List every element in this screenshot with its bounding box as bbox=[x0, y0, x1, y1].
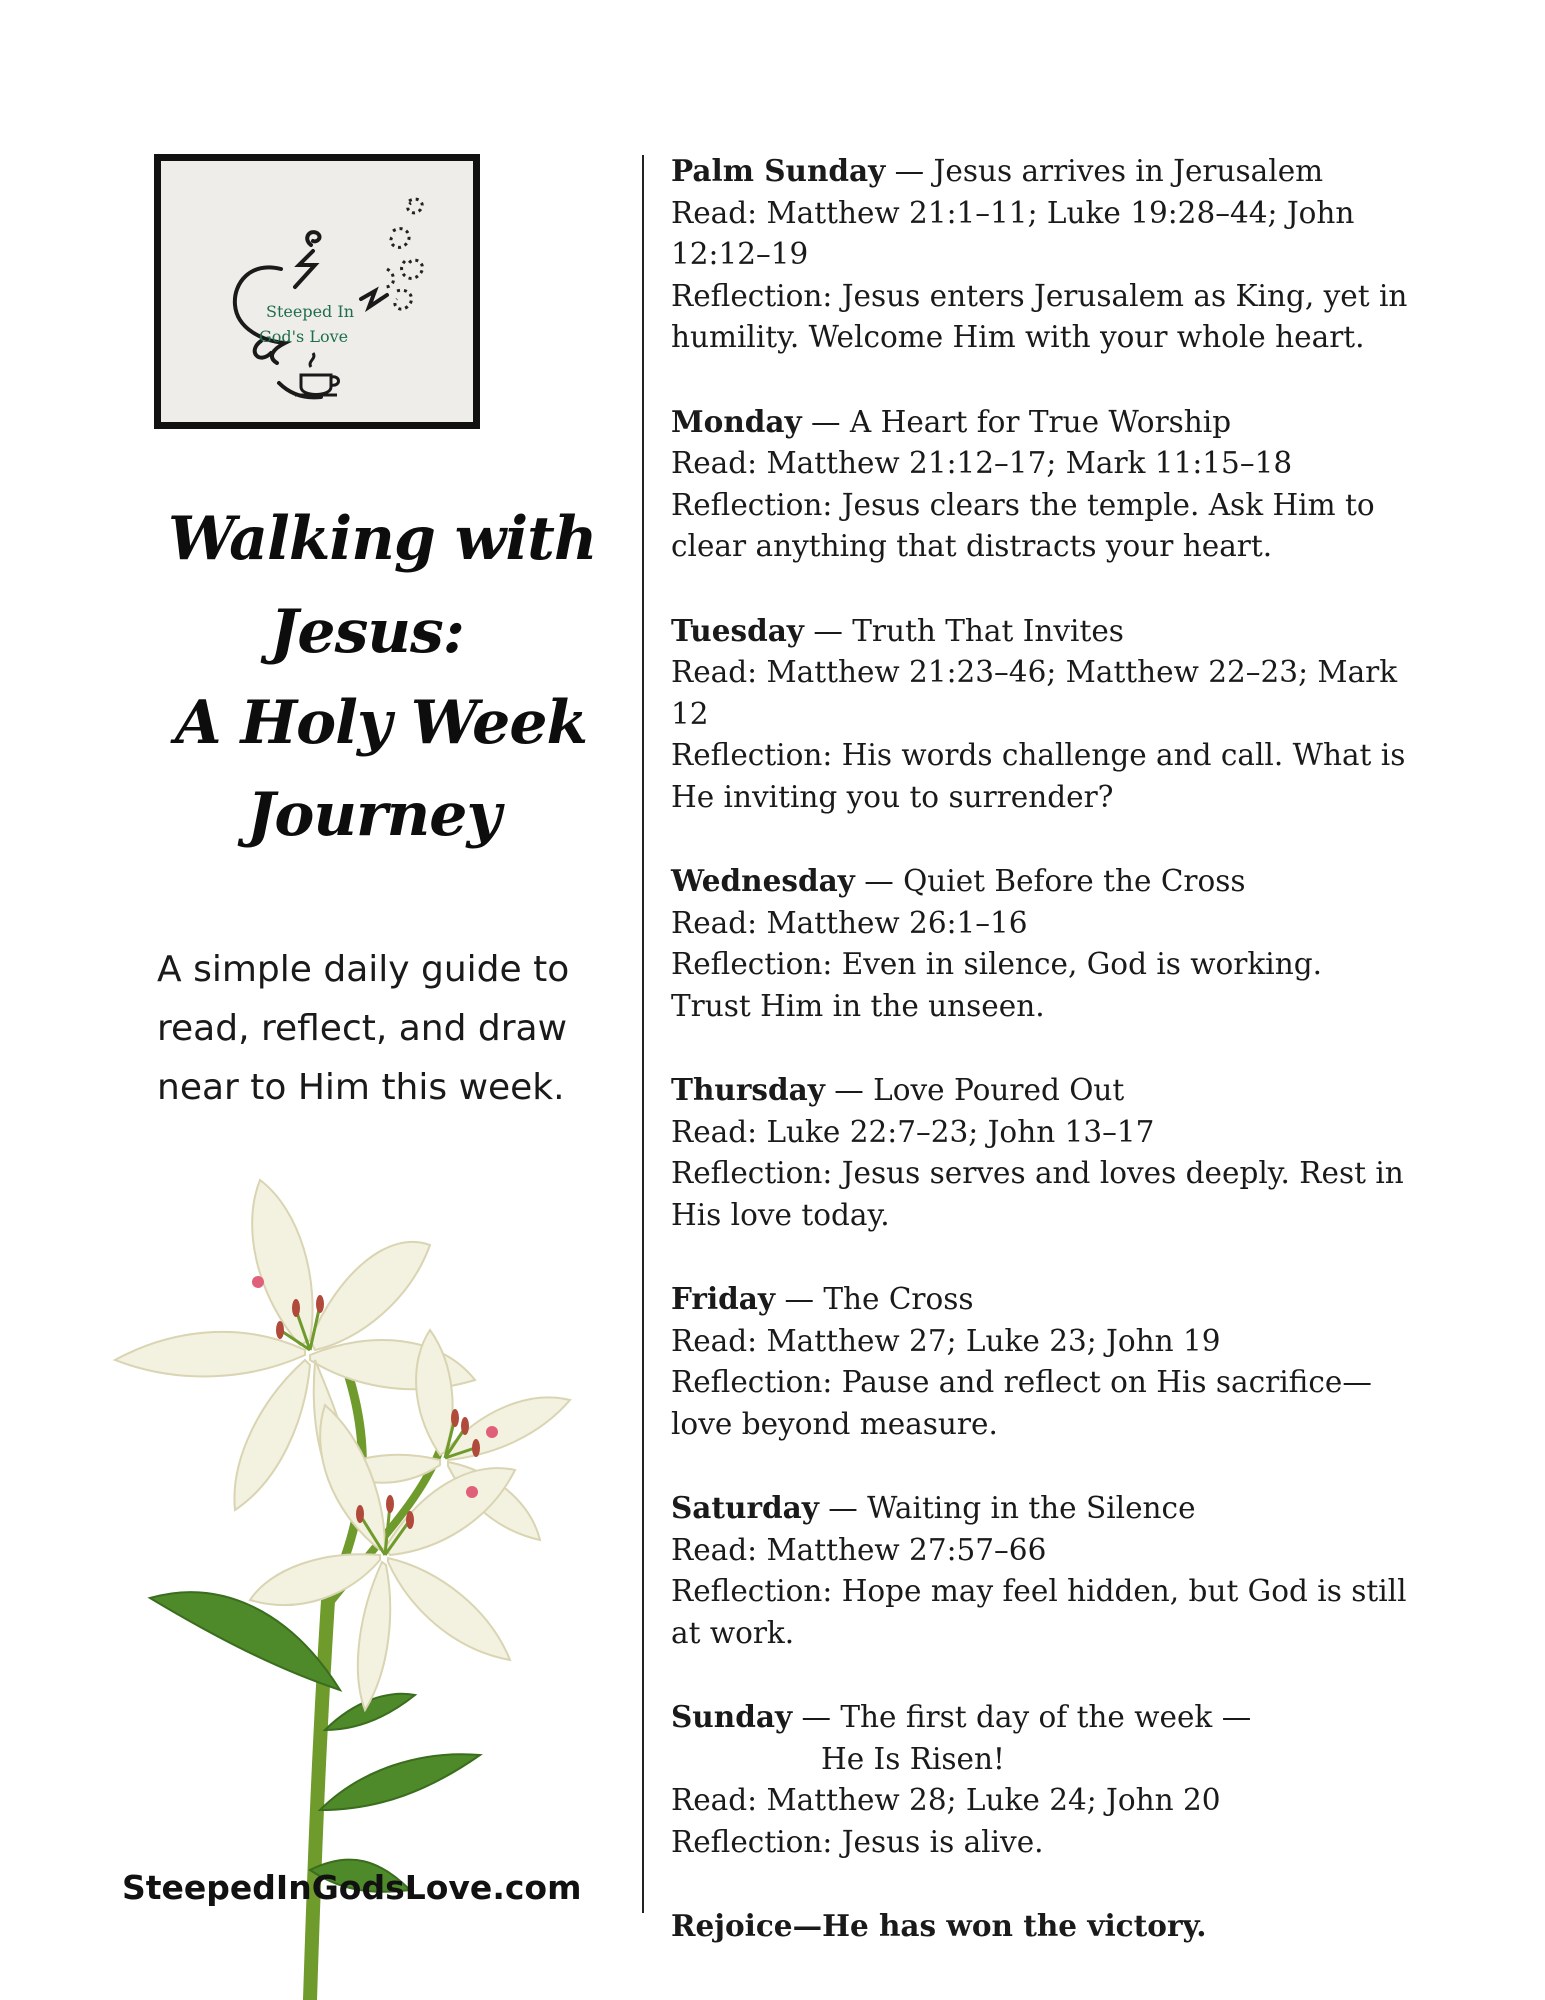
closing-line: Rejoice—He has won the victory. bbox=[671, 1907, 1207, 1943]
logo-text-line1: Steeped In bbox=[266, 302, 354, 321]
day-tuesday bbox=[671, 610, 1411, 819]
day-name: Palm Sunday bbox=[671, 153, 886, 188]
logo bbox=[154, 154, 480, 429]
day-theme: — Quiet Before the Cross bbox=[854, 864, 1246, 899]
day-reading: Read: Matthew 26:1–16 bbox=[671, 905, 1028, 940]
teapot-icon bbox=[161, 161, 473, 422]
day-reading: Read: Matthew 21:1–11; Luke 19:28–44; John 12:12–19 bbox=[671, 195, 1355, 272]
day-theme: — Jesus arrives in Jerusalem bbox=[885, 154, 1324, 188]
day-theme: — The Cross bbox=[775, 1282, 974, 1317]
day-reflection: Reflection: Jesus enters Jerusalem as King, yet in humility. Welcome Him with your whole heart. bbox=[671, 278, 1408, 355]
day-name: Friday bbox=[671, 1281, 776, 1317]
day-theme: — Love Poured Out bbox=[824, 1073, 1125, 1108]
title-line1: Walking with bbox=[168, 504, 597, 574]
logo-text-line2: God's Love bbox=[259, 327, 349, 346]
day-reflection: Reflection: Pause and reflect on His sacrifice—love beyond measure. bbox=[671, 1365, 1372, 1441]
day-reading: Read: Luke 22:7–23; John 13–17 bbox=[671, 1114, 1155, 1149]
day-theme: — The first day of the week — bbox=[792, 1699, 1252, 1734]
title-line2: Jesus: bbox=[270, 597, 464, 667]
day-name: Thursday bbox=[671, 1072, 825, 1108]
day-reflection: Reflection: His words challenge and call. What is He inviting you to surrender? bbox=[671, 738, 1406, 814]
day-sunday bbox=[671, 1696, 1411, 1863]
day-reading: Read: Matthew 27:57–66 bbox=[671, 1532, 1047, 1567]
day-thursday bbox=[671, 1069, 1411, 1236]
column-divider bbox=[642, 155, 644, 1913]
day-monday bbox=[671, 401, 1411, 568]
day-friday bbox=[671, 1278, 1411, 1445]
subtitle: A simple daily guide to read, reflect, and draw near to Him this week. bbox=[157, 949, 570, 1108]
day-wednesday bbox=[671, 860, 1411, 1027]
day-reflection: Reflection: Even in silence, God is working. Trust Him in the unseen. bbox=[671, 947, 1322, 1023]
day-reflection: Reflection: Jesus is alive. bbox=[671, 1824, 1044, 1859]
day-reflection: Reflection: Hope may feel hidden, but God is still at work. bbox=[671, 1574, 1407, 1650]
day-reading: Read: Matthew 27; Luke 23; John 19 bbox=[671, 1323, 1221, 1358]
day-name: Sunday bbox=[671, 1698, 793, 1734]
day-reading: Read: Matthew 28; Luke 24; John 20 bbox=[671, 1783, 1221, 1818]
title-line3: A Holy Week bbox=[175, 688, 588, 758]
day-reading: Read: Matthew 21:23–46; Matthew 22–23; Mark 12 bbox=[671, 655, 1398, 731]
day-name: Tuesday bbox=[671, 612, 804, 648]
day-theme: — A Heart for True Worship bbox=[801, 404, 1232, 439]
day-theme: — Waiting in the Silence bbox=[818, 1491, 1196, 1525]
day-name: Wednesday bbox=[671, 863, 855, 899]
holy-week-schedule bbox=[671, 150, 1411, 1947]
day-name: Saturday bbox=[671, 1490, 819, 1525]
day-reflection: Reflection: Jesus clears the temple. Ask Him to clear anything that distracts your heart. bbox=[671, 487, 1375, 564]
day-theme: — Truth That Invites bbox=[803, 613, 1124, 648]
website-url: SteepedInGodsLove.com bbox=[122, 1868, 582, 1907]
day-reflection: Reflection: Jesus serves and loves deeply. Rest in His love today. bbox=[671, 1156, 1404, 1232]
title-line4: Journey bbox=[247, 780, 501, 850]
day-saturday bbox=[671, 1487, 1411, 1654]
day-theme-continued: He Is Risen! bbox=[821, 1741, 1005, 1776]
day-reading: Read: Matthew 21:12–17; Mark 11:15–18 bbox=[671, 446, 1293, 481]
day-name: Monday bbox=[671, 403, 802, 439]
day-palm-sunday bbox=[671, 150, 1411, 359]
